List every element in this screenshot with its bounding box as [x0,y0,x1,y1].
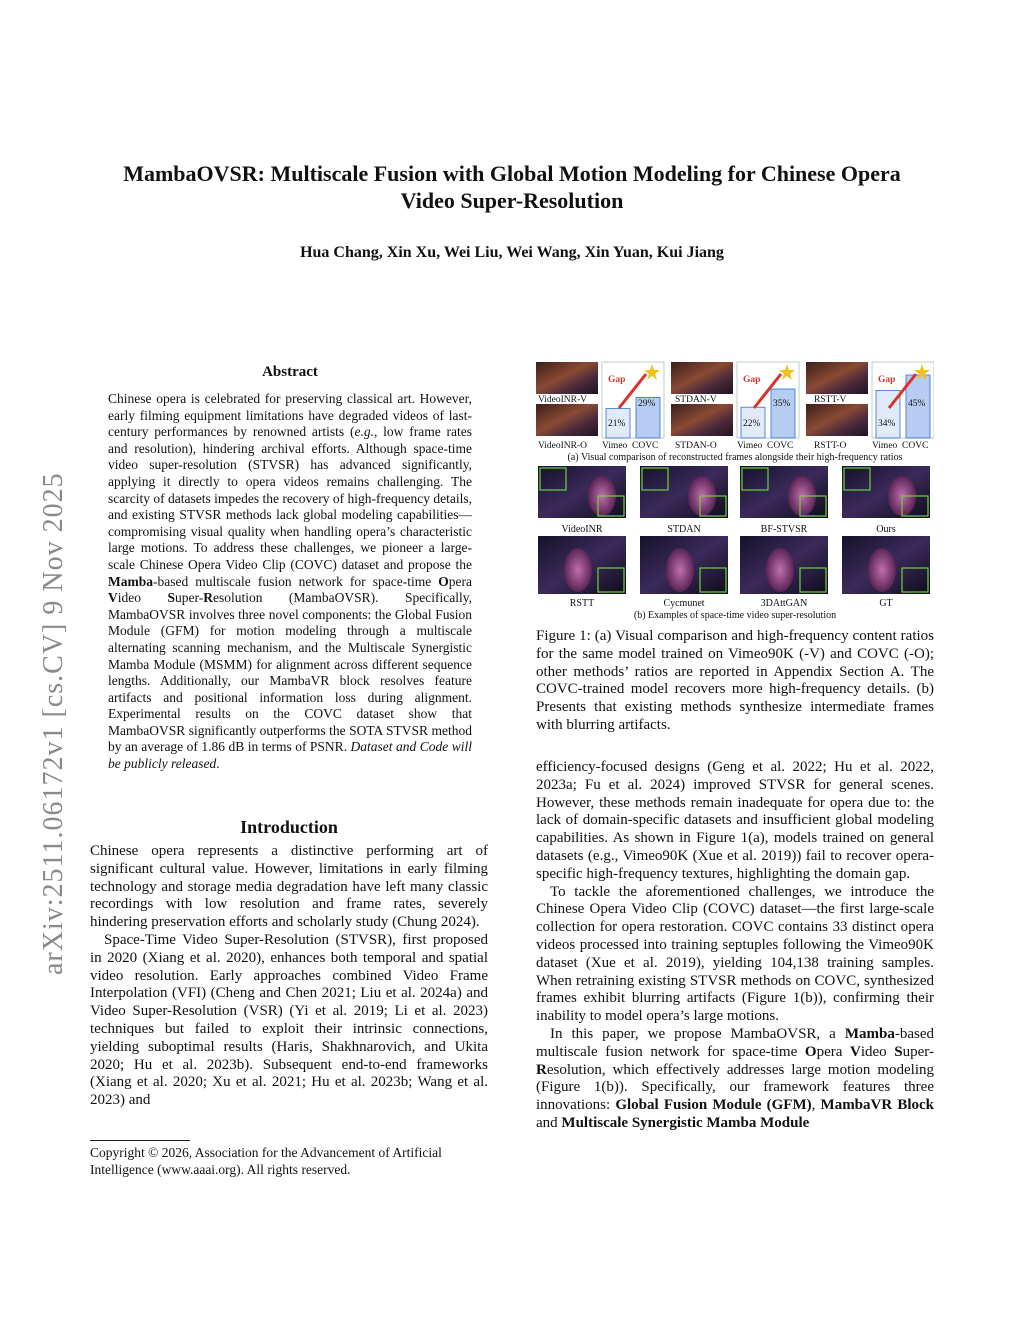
abstract-body: Chinese opera is celebrated for preserving classical art. However, early filming equipment limitations have degraded videos of last-century performances by renowned artists (e.g., low frame rates and resolution), hindering archival efforts. Although space-time video super-resolution (STVSR) has advanced significantly, applying it directly to opera videos remains challenging. The scarcity of datasets impedes the recovery of high-frequency details, and existing STVSR methods lack global modeling capabilities—compromising visual quality when handling opera’s characteristic large motions. To address these challenges, we pioneer a large-scale Chinese Opera Video Clip (COVC) dataset and propose the Mamba-based multiscale fusion network for space-time Opera Video Super-Resolution (MambaOVSR). Specifically, MambaOVSR involves three novel components: the Global Fusion Module (GFM) for motion modeling through a multiscale alternating scanning mechanism, and the Multiscale Synergistic Mamba Module (MSMM) for alignment across different sequence lengths. Additionally, our MambaVR block resolves feature artifacts and positional information loss during alignment. Experimental results on the COVC dataset show that MambaOVSR significantly outperforms the SOTA STVSR method by an average of 1.86 dB in terms of PSNR. Dataset and Code will be publicly released. [108,391,472,772]
frame-thumbnail [640,536,728,594]
arxiv-sidebar [26,190,76,980]
frame-thumbnail [740,536,828,594]
ratio-vimeo: 22% [743,419,761,429]
ratio-covc: 29% [638,399,656,409]
arxiv-id: arXiv:2511.06172v1 [cs.CV] 9 Nov 2025 [38,472,69,975]
frame-thumbnail [538,466,626,518]
figure-1-caption: Figure 1: (a) Visual comparison and high-frequency content ratios for the same model trained on Vimeo90K (-V) and COVC (-O); other methods’ ratios are reported in Appendix Section A. The COVC-trained model recovers more high-frequency details. (b) Presents that existing methods synthesize intermediate frames with blurring artifacts. [536,628,934,733]
gap-label: Gap [743,375,761,385]
method-label: STDAN [667,524,701,535]
thumbnail-top-label: RSTT-V [814,395,847,405]
copyright-footnote: Copyright © 2026, Association for the Advancement of Artificial Intelligence (www.aaai.org). All rights reserved. [90,1145,442,1177]
right-paragraph-2: To tackle the aforementioned challenges, we introduce the Chinese Opera Video Clip (COVC) dataset—the first large-scale collection for opera restoration. COVC contains 33 distinct opera videos processed into training septuples following the Vimeo90K dataset (Xue et al. 2019), yielding 104,138 training samples. When retraining existing STVSR methods on COVC, synthesized frames exhibit blurring artifacts (Figure 1(b)), confirming their inability to model opera’s large motions. [536,883,934,1025]
introduction-body [90,843,488,1110]
method-label: VideoINR [561,524,603,535]
bar-label-vimeo: Vimeo [737,441,763,451]
method-label: RSTT [569,598,595,609]
panel-b-caption: (b) Examples of space-time video super-resolution [633,610,837,621]
frame-thumbnail [842,536,930,594]
panel-a-caption: (a) Visual comparison of reconstructed frames alongside their high-frequency ratios [567,452,903,463]
paper-title: MambaOVSR: Multiscale Fusion with Global Motion Modeling for Chinese Opera Video Super-Resolution [123,161,901,213]
footnote-rule [90,1140,190,1141]
method-label: GT [879,598,893,609]
thumbnail-top-label: STDAN-V [675,395,717,405]
panel-a [536,362,934,463]
thumbnail-top [671,362,733,394]
author-list: Hua Chang, Xin Xu, Wei Liu, Wei Wang, Xin Yuan, Kui Jiang [300,244,724,261]
panel-a-group-3 [806,362,934,451]
right-paragraph-3: In this paper, we propose MambaOVSR, a Mamba-based multiscale fusion network for space-time Opera Video Super-Resolution, which effectively addresses large motion modeling (Figure 1(b)). Specifically, our framework features three innovations: Global Fusion Module (GFM), MambaVR Block and Multiscale Synergistic Mamba Module [536,1025,935,1131]
bar-label-covc: COVC [632,441,659,451]
thumbnail-bottom [671,404,733,436]
intro-paragraph-2: Space-Time Video Super-Resolution (STVSR), first proposed in 2020 (Xiang et al. 2020), enhances both temporal and spatial video resolution. Early approaches combined Video Frame Interpolation (VFI) (Cheng and Chen 2021; Liu et al. 2024a) and Video Super-Resolution (VSR) (Yi et al. 2019; Li et al. 2023) techniques but failed to exploit their intrinsic connections, yielding suboptimal results (Haris, Shakhnarovich, and Ukita 2020; Hu et al. 2023b). Subsequent end-to-end frameworks (Xiang et al. 2020; Xu et al. 2021; Hu et al. 2023b; Wang et al. 2023) and [90,931,488,1109]
right-column-body [536,759,934,1133]
gap-label: Gap [878,375,896,385]
introduction-heading: Introduction [240,817,338,837]
figure-1-svg [536,360,934,622]
abstract-heading: Abstract [262,364,318,380]
thumbnail-bottom-label: VideoINR-O [538,441,588,451]
frame-thumbnail [640,466,728,518]
intro-paragraph-1: Chinese opera represents a distinctive performing art of significant cultural value. However, limitations in early filming technology and storage media degradation have left many classic recordings with low resolution and frame rates, severely hindering preservation efforts and scholarly study (Chung 2024). [90,843,488,931]
thumbnail-bottom [806,404,868,436]
panel-b [538,466,930,621]
panel-b-row-2 [538,536,930,609]
frame-thumbnail [538,536,626,594]
thumbnail-bottom-label: STDAN-O [675,441,717,451]
method-label: 3DAttGAN [760,598,808,609]
bar-label-vimeo: Vimeo [872,441,898,451]
right-paragraph-1: efficiency-focused designs (Geng et al. 2022; Hu et al. 2022, 2023a; Fu et al. 2024) improved STVSR for general scenes. However, these methods remain inadequate for opera due to: the lack of domain-specific datasets and insufficient global modeling capabilities. As shown in Figure 1(a), models trained on general datasets (e.g., Vimeo90K (Xue et al. 2019)) fail to recover opera-specific high-frequency textures, highlighting the domain gap. [536,759,934,882]
bar-label-covc: COVC [902,441,929,451]
figure-1 [536,360,934,622]
method-label: BF-STVSR [760,524,808,535]
thumbnail-top [536,362,598,394]
frame-thumbnail [740,466,828,518]
ratio-covc: 45% [908,399,926,409]
panel-a-group-1 [536,362,664,451]
thumbnail-top [806,362,868,394]
bar-covc [771,389,795,438]
thumbnail-top-label: VideoINR-V [538,395,588,405]
thumbnail-bottom-label: RSTT-O [814,441,847,451]
gap-label: Gap [608,375,626,385]
method-label: Cycmunet [663,598,705,609]
star-icon [644,364,660,380]
star-icon [779,364,795,380]
ratio-vimeo: 34% [878,419,896,429]
thumbnail-bottom [536,404,598,436]
ratio-covc: 35% [773,399,791,409]
method-label: Ours [876,524,896,535]
arxiv-sidebar-svg [26,190,76,980]
bar-label-covc: COVC [767,441,794,451]
frame-thumbnail [842,466,930,518]
ratio-vimeo: 21% [608,419,626,429]
panel-a-group-2 [671,362,799,451]
panel-b-row-1 [538,466,930,535]
bar-label-vimeo: Vimeo [602,441,628,451]
